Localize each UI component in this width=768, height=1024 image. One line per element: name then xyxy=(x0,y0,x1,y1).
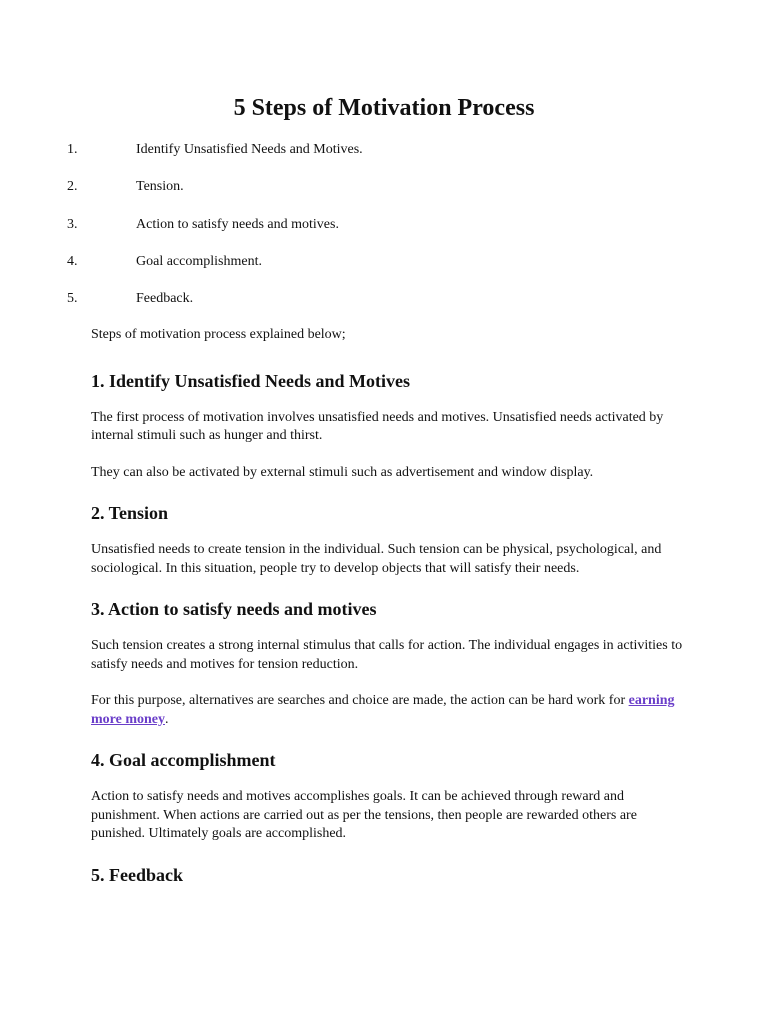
section-4-paragraph-1: Action to satisfy needs and motives accomplishes goals. It can be achieved through reward and punishment. When actions are carried out as per the tensions, then people are rewarded others are punished. Ultimately goals are accomplished. xyxy=(91,789,637,841)
list-item xyxy=(67,215,687,252)
list-item-text: Feedback. xyxy=(136,291,194,307)
list-item-number: 5. xyxy=(67,291,78,307)
section-heading-5: 5. Feedback xyxy=(91,864,183,885)
section-3-paragraph-1: Such tension creates a strong internal stimulus that calls for action. The individual engages in activities to satisfy needs and motives for tension reduction. xyxy=(91,638,683,672)
section-heading-1: 1. Identify Unsatisfied Needs and Motives xyxy=(91,370,411,391)
section-heading-4: 4. Goal accomplishment xyxy=(91,750,276,770)
list-item-number: 2. xyxy=(67,179,78,195)
section-2-paragraph-1: Unsatisfied needs to create tension in the individual. Such tension can be physical, psychological, and sociological. In this situation, people try to develop objects that will satisfy their needs. xyxy=(91,542,662,576)
list-item-text: Goal accomplishment. xyxy=(136,253,262,269)
section-heading-2: 2. Tension xyxy=(91,503,169,523)
section-3-paragraph-2 xyxy=(91,692,691,729)
list-item xyxy=(67,289,687,326)
section-heading-3: 3. Action to satisfy needs and motives xyxy=(91,599,377,619)
list-item-number: 1. xyxy=(67,142,78,157)
list-item-text: Action to satisfy needs and motives. xyxy=(136,216,339,232)
section-1-paragraph-2: They can also be activated by external stimuli such as advertisement and window display. xyxy=(91,464,594,480)
section-3-paragraph-2-end: . xyxy=(165,711,169,727)
intro-paragraph: Steps of motivation process explained below; xyxy=(91,327,346,342)
list-item xyxy=(67,252,687,289)
list-item-text: Identify Unsatisfied Needs and Motives. xyxy=(136,142,363,157)
list-item xyxy=(67,177,687,214)
page-title: 5 Steps of Motivation Process xyxy=(233,95,535,121)
list-item xyxy=(67,140,687,177)
section-1-paragraph-1: The first process of motivation involves unsatisfied needs and motives. Unsatisfied needs activated by internal stimuli such as hunger and thirst. xyxy=(91,409,664,443)
steps-list xyxy=(67,140,687,326)
list-item-number: 3. xyxy=(67,216,78,232)
section-3-paragraph-2-text: For this purpose, alternatives are searches and choice are made, the action can be hard work for xyxy=(91,693,629,708)
list-item-text: Tension. xyxy=(136,179,184,195)
list-item-number: 4. xyxy=(67,253,78,269)
earning-more-money-link[interactable]: earning more money xyxy=(91,693,675,727)
article-body xyxy=(91,326,691,887)
